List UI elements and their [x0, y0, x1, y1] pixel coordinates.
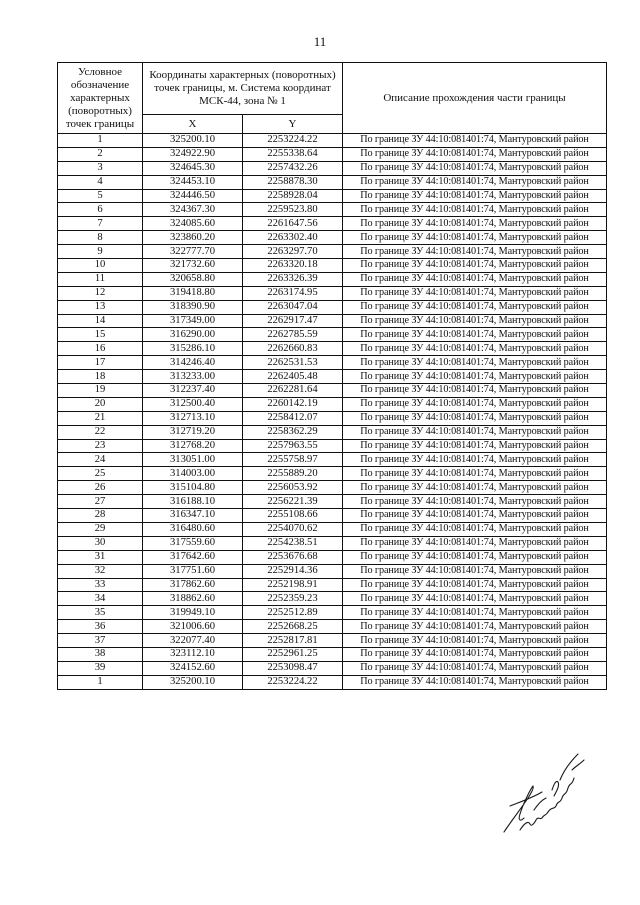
table-row [58, 661, 607, 675]
y-coordinate-cell: 2255338.64 [243, 147, 343, 161]
table-row [58, 453, 607, 467]
point-number-cell: 35 [58, 606, 143, 620]
y-coordinate-cell: 2252817.81 [243, 634, 343, 648]
y-coordinate-cell: 2253224.22 [243, 675, 343, 689]
point-number-cell: 9 [58, 245, 143, 259]
x-coordinate-cell: 319949.10 [143, 606, 243, 620]
point-number-cell: 39 [58, 661, 143, 675]
x-coordinate-cell: 324085.60 [143, 217, 243, 231]
y-coordinate-cell: 2256221.39 [243, 495, 343, 509]
y-coordinate-cell: 2263302.40 [243, 231, 343, 245]
description-cell: По границе ЗУ 44:10:081401:74, Мантуровский район [343, 509, 607, 523]
y-coordinate-cell: 2257432.26 [243, 161, 343, 175]
point-number-cell: 7 [58, 217, 143, 231]
table-row [58, 647, 607, 661]
table-row [58, 481, 607, 495]
y-coordinate-cell: 2252961.25 [243, 647, 343, 661]
header-description: Описание прохождения части границы [343, 63, 607, 134]
x-coordinate-cell: 312713.10 [143, 411, 243, 425]
point-number-cell: 37 [58, 634, 143, 648]
y-coordinate-cell: 2263174.95 [243, 286, 343, 300]
y-coordinate-cell: 2254070.62 [243, 522, 343, 536]
description-cell: По границе ЗУ 44:10:081401:74, Мантуровский район [343, 481, 607, 495]
y-coordinate-cell: 2253224.22 [243, 134, 343, 148]
table-row [58, 245, 607, 259]
x-coordinate-cell: 316290.00 [143, 328, 243, 342]
y-coordinate-cell: 2256053.92 [243, 481, 343, 495]
description-cell: По границе ЗУ 44:10:081401:74, Мантуровский район [343, 425, 607, 439]
x-coordinate-cell: 325200.10 [143, 134, 243, 148]
y-coordinate-cell: 2260142.19 [243, 397, 343, 411]
description-cell: По границе ЗУ 44:10:081401:74, Мантуровский район [343, 245, 607, 259]
table-row [58, 620, 607, 634]
y-coordinate-cell: 2255758.97 [243, 453, 343, 467]
y-coordinate-cell: 2258928.04 [243, 189, 343, 203]
point-number-cell: 33 [58, 578, 143, 592]
table-row [58, 495, 607, 509]
header-y: Y [243, 115, 343, 134]
x-coordinate-cell: 323860.20 [143, 231, 243, 245]
description-cell: По границе ЗУ 44:10:081401:74, Мантуровский район [343, 203, 607, 217]
table-row [58, 522, 607, 536]
table-row [58, 606, 607, 620]
description-cell: По границе ЗУ 44:10:081401:74, Мантуровский район [343, 370, 607, 384]
y-coordinate-cell: 2258878.30 [243, 175, 343, 189]
boundary-points-table [57, 62, 607, 690]
x-coordinate-cell: 320658.80 [143, 272, 243, 286]
description-cell: По границе ЗУ 44:10:081401:74, Мантуровский район [343, 300, 607, 314]
y-coordinate-cell: 2252512.89 [243, 606, 343, 620]
point-number-cell: 18 [58, 370, 143, 384]
point-number-cell: 17 [58, 356, 143, 370]
point-number-cell: 31 [58, 550, 143, 564]
header-x: X [143, 115, 243, 134]
table-row [58, 175, 607, 189]
x-coordinate-cell: 316347.10 [143, 509, 243, 523]
table-row [58, 300, 607, 314]
y-coordinate-cell: 2252198.91 [243, 578, 343, 592]
point-number-cell: 26 [58, 481, 143, 495]
x-coordinate-cell: 312237.40 [143, 384, 243, 398]
table-row [58, 370, 607, 384]
point-number-cell: 13 [58, 300, 143, 314]
point-number-cell: 11 [58, 272, 143, 286]
description-cell: По границе ЗУ 44:10:081401:74, Мантуровский район [343, 314, 607, 328]
table-row [58, 189, 607, 203]
point-number-cell: 22 [58, 425, 143, 439]
point-number-cell: 14 [58, 314, 143, 328]
point-number-cell: 21 [58, 411, 143, 425]
description-cell: По границе ЗУ 44:10:081401:74, Мантуровский район [343, 675, 607, 689]
point-number-cell: 19 [58, 384, 143, 398]
y-coordinate-cell: 2253676.68 [243, 550, 343, 564]
description-cell: По границе ЗУ 44:10:081401:74, Мантуровский район [343, 342, 607, 356]
point-number-cell: 30 [58, 536, 143, 550]
description-cell: По границе ЗУ 44:10:081401:74, Мантуровский район [343, 356, 607, 370]
point-number-cell: 1 [58, 134, 143, 148]
x-coordinate-cell: 324152.60 [143, 661, 243, 675]
point-number-cell: 38 [58, 647, 143, 661]
y-coordinate-cell: 2252914.36 [243, 564, 343, 578]
x-coordinate-cell: 322077.40 [143, 634, 243, 648]
table-row [58, 592, 607, 606]
description-cell: По границе ЗУ 44:10:081401:74, Мантуровский район [343, 134, 607, 148]
y-coordinate-cell: 2262917.47 [243, 314, 343, 328]
point-number-cell: 28 [58, 509, 143, 523]
description-cell: По границе ЗУ 44:10:081401:74, Мантуровский район [343, 217, 607, 231]
y-coordinate-cell: 2261647.56 [243, 217, 343, 231]
y-coordinate-cell: 2262281.64 [243, 384, 343, 398]
x-coordinate-cell: 319418.80 [143, 286, 243, 300]
point-number-cell: 8 [58, 231, 143, 245]
x-coordinate-cell: 316188.10 [143, 495, 243, 509]
point-number-cell: 27 [58, 495, 143, 509]
description-cell: По границе ЗУ 44:10:081401:74, Мантуровский район [343, 550, 607, 564]
description-cell: По границе ЗУ 44:10:081401:74, Мантуровский район [343, 259, 607, 273]
description-cell: По границе ЗУ 44:10:081401:74, Мантуровский район [343, 606, 607, 620]
x-coordinate-cell: 321006.60 [143, 620, 243, 634]
table-row [58, 564, 607, 578]
point-number-cell: 4 [58, 175, 143, 189]
y-coordinate-cell: 2262531.53 [243, 356, 343, 370]
x-coordinate-cell: 317751.60 [143, 564, 243, 578]
y-coordinate-cell: 2259523.80 [243, 203, 343, 217]
x-coordinate-cell: 315104.80 [143, 481, 243, 495]
point-number-cell: 34 [58, 592, 143, 606]
description-cell: По границе ЗУ 44:10:081401:74, Мантуровский район [343, 231, 607, 245]
x-coordinate-cell: 324446.50 [143, 189, 243, 203]
point-number-cell: 20 [58, 397, 143, 411]
y-coordinate-cell: 2255889.20 [243, 467, 343, 481]
y-coordinate-cell: 2252668.25 [243, 620, 343, 634]
x-coordinate-cell: 318862.60 [143, 592, 243, 606]
y-coordinate-cell: 2258412.07 [243, 411, 343, 425]
table-row [58, 147, 607, 161]
description-cell: По границе ЗУ 44:10:081401:74, Мантуровский район [343, 661, 607, 675]
table-row [58, 161, 607, 175]
point-number-cell: 6 [58, 203, 143, 217]
description-cell: По границе ЗУ 44:10:081401:74, Мантуровский район [343, 592, 607, 606]
table-row [58, 536, 607, 550]
header-point-designation: Условное обозначение характерных (поворотных) точек границы [58, 63, 143, 134]
table-row [58, 272, 607, 286]
table-row [58, 425, 607, 439]
handwritten-signature-icon [490, 740, 600, 850]
description-cell: По границе ЗУ 44:10:081401:74, Мантуровский район [343, 620, 607, 634]
x-coordinate-cell: 321732.60 [143, 259, 243, 273]
point-number-cell: 32 [58, 564, 143, 578]
table-row [58, 328, 607, 342]
table-header [58, 63, 607, 134]
y-coordinate-cell: 2252359.23 [243, 592, 343, 606]
table-row [58, 342, 607, 356]
point-number-cell: 24 [58, 453, 143, 467]
table-row [58, 384, 607, 398]
x-coordinate-cell: 316480.60 [143, 522, 243, 536]
point-number-cell: 25 [58, 467, 143, 481]
x-coordinate-cell: 322777.70 [143, 245, 243, 259]
description-cell: По границе ЗУ 44:10:081401:74, Мантуровский район [343, 453, 607, 467]
y-coordinate-cell: 2258362.29 [243, 425, 343, 439]
x-coordinate-cell: 314246.40 [143, 356, 243, 370]
description-cell: По границе ЗУ 44:10:081401:74, Мантуровский район [343, 397, 607, 411]
point-number-cell: 36 [58, 620, 143, 634]
y-coordinate-cell: 2254238.51 [243, 536, 343, 550]
x-coordinate-cell: 317559.60 [143, 536, 243, 550]
point-number-cell: 15 [58, 328, 143, 342]
description-cell: По границе ЗУ 44:10:081401:74, Мантуровский район [343, 439, 607, 453]
x-coordinate-cell: 315286.10 [143, 342, 243, 356]
table-body [58, 134, 607, 690]
point-number-cell: 16 [58, 342, 143, 356]
y-coordinate-cell: 2255108.66 [243, 509, 343, 523]
table-row [58, 550, 607, 564]
description-cell: По границе ЗУ 44:10:081401:74, Мантуровский район [343, 286, 607, 300]
x-coordinate-cell: 312500.40 [143, 397, 243, 411]
table-row [58, 314, 607, 328]
table-row [58, 134, 607, 148]
x-coordinate-cell: 317642.60 [143, 550, 243, 564]
point-number-cell: 1 [58, 675, 143, 689]
x-coordinate-cell: 324922.90 [143, 147, 243, 161]
description-cell: По границе ЗУ 44:10:081401:74, Мантуровский район [343, 467, 607, 481]
x-coordinate-cell: 317349.00 [143, 314, 243, 328]
description-cell: По границе ЗУ 44:10:081401:74, Мантуровский район [343, 175, 607, 189]
table-row [58, 578, 607, 592]
table-row [58, 217, 607, 231]
table-row [58, 675, 607, 689]
description-cell: По границе ЗУ 44:10:081401:74, Мантуровский район [343, 564, 607, 578]
x-coordinate-cell: 313051.00 [143, 453, 243, 467]
table-row [58, 439, 607, 453]
x-coordinate-cell: 314003.00 [143, 467, 243, 481]
point-number-cell: 3 [58, 161, 143, 175]
description-cell: По границе ЗУ 44:10:081401:74, Мантуровский район [343, 272, 607, 286]
table-row [58, 634, 607, 648]
x-coordinate-cell: 325200.10 [143, 675, 243, 689]
table-row [58, 411, 607, 425]
description-cell: По границе ЗУ 44:10:081401:74, Мантуровский район [343, 384, 607, 398]
y-coordinate-cell: 2263320.18 [243, 259, 343, 273]
description-cell: По границе ЗУ 44:10:081401:74, Мантуровский район [343, 328, 607, 342]
x-coordinate-cell: 323112.10 [143, 647, 243, 661]
table-row [58, 509, 607, 523]
y-coordinate-cell: 2263326.39 [243, 272, 343, 286]
description-cell: По границе ЗУ 44:10:081401:74, Мантуровский район [343, 189, 607, 203]
table-row [58, 231, 607, 245]
y-coordinate-cell: 2257963.55 [243, 439, 343, 453]
table-row [58, 467, 607, 481]
description-cell: По границе ЗУ 44:10:081401:74, Мантуровский район [343, 495, 607, 509]
point-number-cell: 10 [58, 259, 143, 273]
point-number-cell: 29 [58, 522, 143, 536]
x-coordinate-cell: 313233.00 [143, 370, 243, 384]
page-number: 11 [313, 34, 327, 49]
table-row [58, 356, 607, 370]
point-number-cell: 12 [58, 286, 143, 300]
x-coordinate-cell: 324453.10 [143, 175, 243, 189]
x-coordinate-cell: 312719.20 [143, 425, 243, 439]
description-cell: По границе ЗУ 44:10:081401:74, Мантуровский район [343, 161, 607, 175]
description-cell: По границе ЗУ 44:10:081401:74, Мантуровский район [343, 536, 607, 550]
table-row [58, 397, 607, 411]
point-number-cell: 2 [58, 147, 143, 161]
x-coordinate-cell: 317862.60 [143, 578, 243, 592]
x-coordinate-cell: 312768.20 [143, 439, 243, 453]
description-cell: По границе ЗУ 44:10:081401:74, Мантуровский район [343, 578, 607, 592]
point-number-cell: 23 [58, 439, 143, 453]
x-coordinate-cell: 324367.30 [143, 203, 243, 217]
table-row [58, 286, 607, 300]
description-cell: По границе ЗУ 44:10:081401:74, Мантуровский район [343, 634, 607, 648]
y-coordinate-cell: 2263047.04 [243, 300, 343, 314]
table-row [58, 259, 607, 273]
description-cell: По границе ЗУ 44:10:081401:74, Мантуровский район [343, 522, 607, 536]
y-coordinate-cell: 2263297.70 [243, 245, 343, 259]
description-cell: По границе ЗУ 44:10:081401:74, Мантуровский район [343, 147, 607, 161]
x-coordinate-cell: 318390.90 [143, 300, 243, 314]
y-coordinate-cell: 2262660.83 [243, 342, 343, 356]
y-coordinate-cell: 2253098.47 [243, 661, 343, 675]
x-coordinate-cell: 324645.30 [143, 161, 243, 175]
description-cell: По границе ЗУ 44:10:081401:74, Мантуровский район [343, 647, 607, 661]
y-coordinate-cell: 2262785.59 [243, 328, 343, 342]
table-row [58, 203, 607, 217]
y-coordinate-cell: 2262405.48 [243, 370, 343, 384]
point-number-cell: 5 [58, 189, 143, 203]
description-cell: По границе ЗУ 44:10:081401:74, Мантуровский район [343, 411, 607, 425]
header-coordinates: Координаты характерных (поворотных) точек границы, м. Система координат МСК-44, зона № 1 [143, 63, 343, 115]
